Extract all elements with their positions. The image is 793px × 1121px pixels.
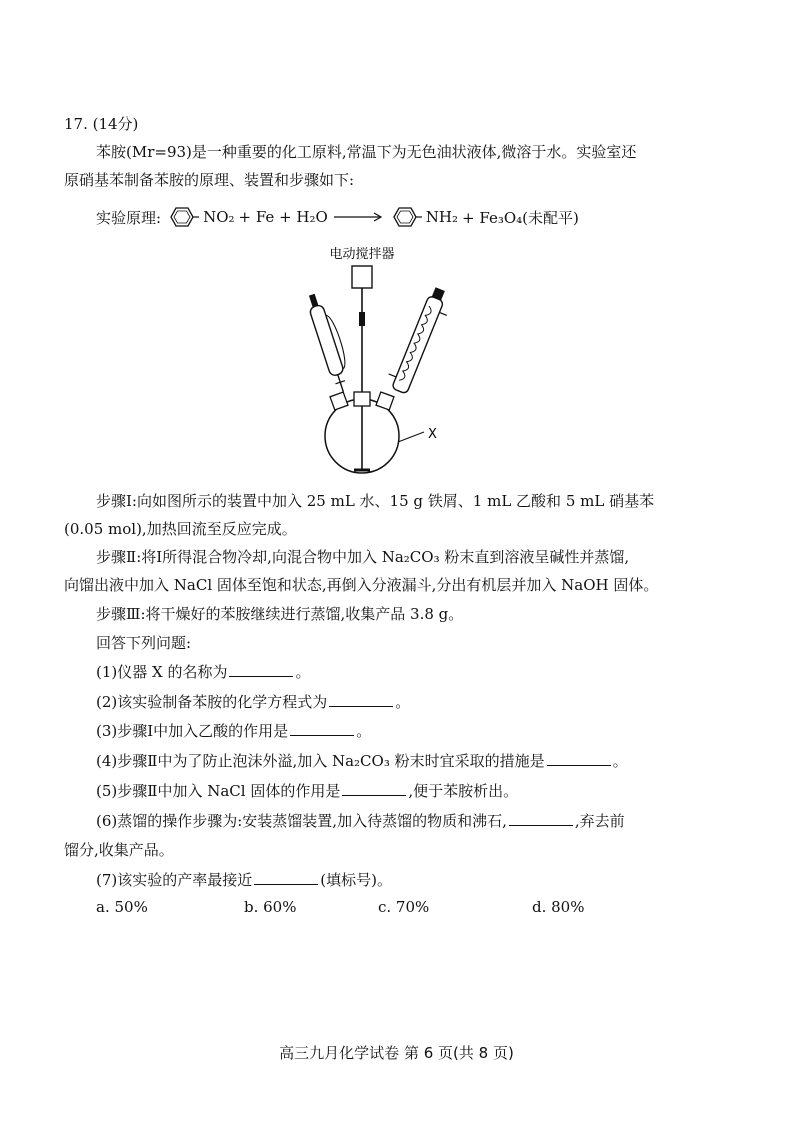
page-footer: 高三九月化学试卷 第 6 页(共 8 页) bbox=[279, 1044, 514, 1062]
sub-question-3: (3)步骤Ⅰ中加入乙酸的作用是 。 bbox=[96, 722, 372, 740]
answer-blank-6[interactable] bbox=[509, 811, 573, 826]
reactants-rest: + Fe + H₂O bbox=[238, 208, 328, 226]
answer-blank-3[interactable] bbox=[290, 721, 354, 736]
step3: 步骤Ⅲ:将干燥好的苯胺继续进行蒸馏,收集产品 3.8 g。 bbox=[96, 605, 464, 623]
stirrer-motor bbox=[352, 266, 372, 288]
stirrer-label: 电动搅拌器 bbox=[329, 247, 395, 262]
sub-question-5: (5)步骤Ⅱ中加入 NaCl 固体的作用是 ,便于苯胺析出。 bbox=[96, 782, 519, 800]
sub-question-4: (4)步骤Ⅱ中为了防止泡沫外溢,加入 Na₂CO₃ 粉末时宜采取的措施是 。 bbox=[96, 752, 628, 770]
product-group: NH₂ bbox=[425, 208, 459, 226]
step1-line-2: (0.05 mol),加热回流至反应完成。 bbox=[64, 520, 297, 538]
intro-line-2: 原硝基苯制备苯胺的原理、装置和步骤如下: bbox=[64, 171, 355, 189]
dropping-funnel bbox=[305, 291, 356, 394]
choice-d[interactable]: d. 80% bbox=[532, 898, 585, 916]
sub-question-6-line-2: 馏分,收集产品。 bbox=[64, 841, 174, 859]
choice-a[interactable]: a. 50% bbox=[96, 898, 148, 916]
answer-blank-1[interactable] bbox=[229, 662, 293, 677]
products-rest: + Fe₃O₄(未配平) bbox=[462, 208, 579, 227]
choice-options bbox=[96, 898, 616, 918]
step2-line-2: 向馏出液中加入 NaCl 固体至饱和状态,再倒入分液漏斗,分出有机层并加入 NaOH 固体。 bbox=[64, 576, 659, 594]
answer-blank-7[interactable] bbox=[254, 870, 318, 885]
reaction-principle bbox=[96, 206, 579, 228]
left-neck bbox=[330, 392, 348, 410]
step2-line-1: 步骤Ⅱ:将Ⅰ所得混合物冷却,向混合物中加入 Na₂CO₃ 粉末直到溶液呈碱性并蒸馏, bbox=[96, 548, 630, 566]
reflux-condenser bbox=[384, 283, 455, 397]
question-header: 17. (14分) bbox=[64, 115, 139, 133]
choice-b[interactable]: b. 60% bbox=[244, 898, 297, 916]
apparatus-diagram bbox=[290, 244, 480, 482]
answer-blank-5[interactable] bbox=[342, 781, 406, 796]
center-neck bbox=[354, 392, 370, 406]
right-neck bbox=[376, 392, 394, 410]
sub-question-2: (2)该实验制备苯胺的化学方程式为 。 bbox=[96, 693, 411, 711]
principle-label: 实验原理: bbox=[96, 208, 162, 227]
answer-prompt: 回答下列问题: bbox=[96, 634, 192, 652]
sub-question-7: (7)该实验的产率最接近 (填标号)。 bbox=[96, 871, 392, 889]
answer-blank-2[interactable] bbox=[329, 692, 393, 707]
benzene-ring-product-icon bbox=[388, 206, 422, 228]
reactant-group: NO₂ bbox=[203, 208, 235, 226]
answer-blank-4[interactable] bbox=[547, 751, 611, 766]
x-label: X bbox=[428, 427, 437, 442]
intro-line-1: 苯胺(Mr=93)是一种重要的化工原料,常温下为无色油状液体,微溶于水。实验室还 bbox=[96, 143, 637, 161]
reaction-arrow-icon bbox=[332, 212, 384, 222]
sub-question-1: (1)仪器 X 的名称为 。 bbox=[96, 663, 311, 681]
stirrer-coupling bbox=[359, 312, 365, 326]
benzene-ring-icon bbox=[165, 206, 199, 228]
step1-line-1: 步骤Ⅰ:向如图所示的装置中加入 25 mL 水、15 g 铁屑、1 mL 乙酸和 5 mL 硝基苯 bbox=[96, 492, 655, 510]
choice-c[interactable]: c. 70% bbox=[378, 898, 430, 916]
x-pointer bbox=[398, 432, 424, 442]
sub-question-6: (6)蒸馏的操作步骤为:安装蒸馏装置,加入待蒸馏的物质和沸石, ,弃去前 bbox=[96, 812, 625, 830]
